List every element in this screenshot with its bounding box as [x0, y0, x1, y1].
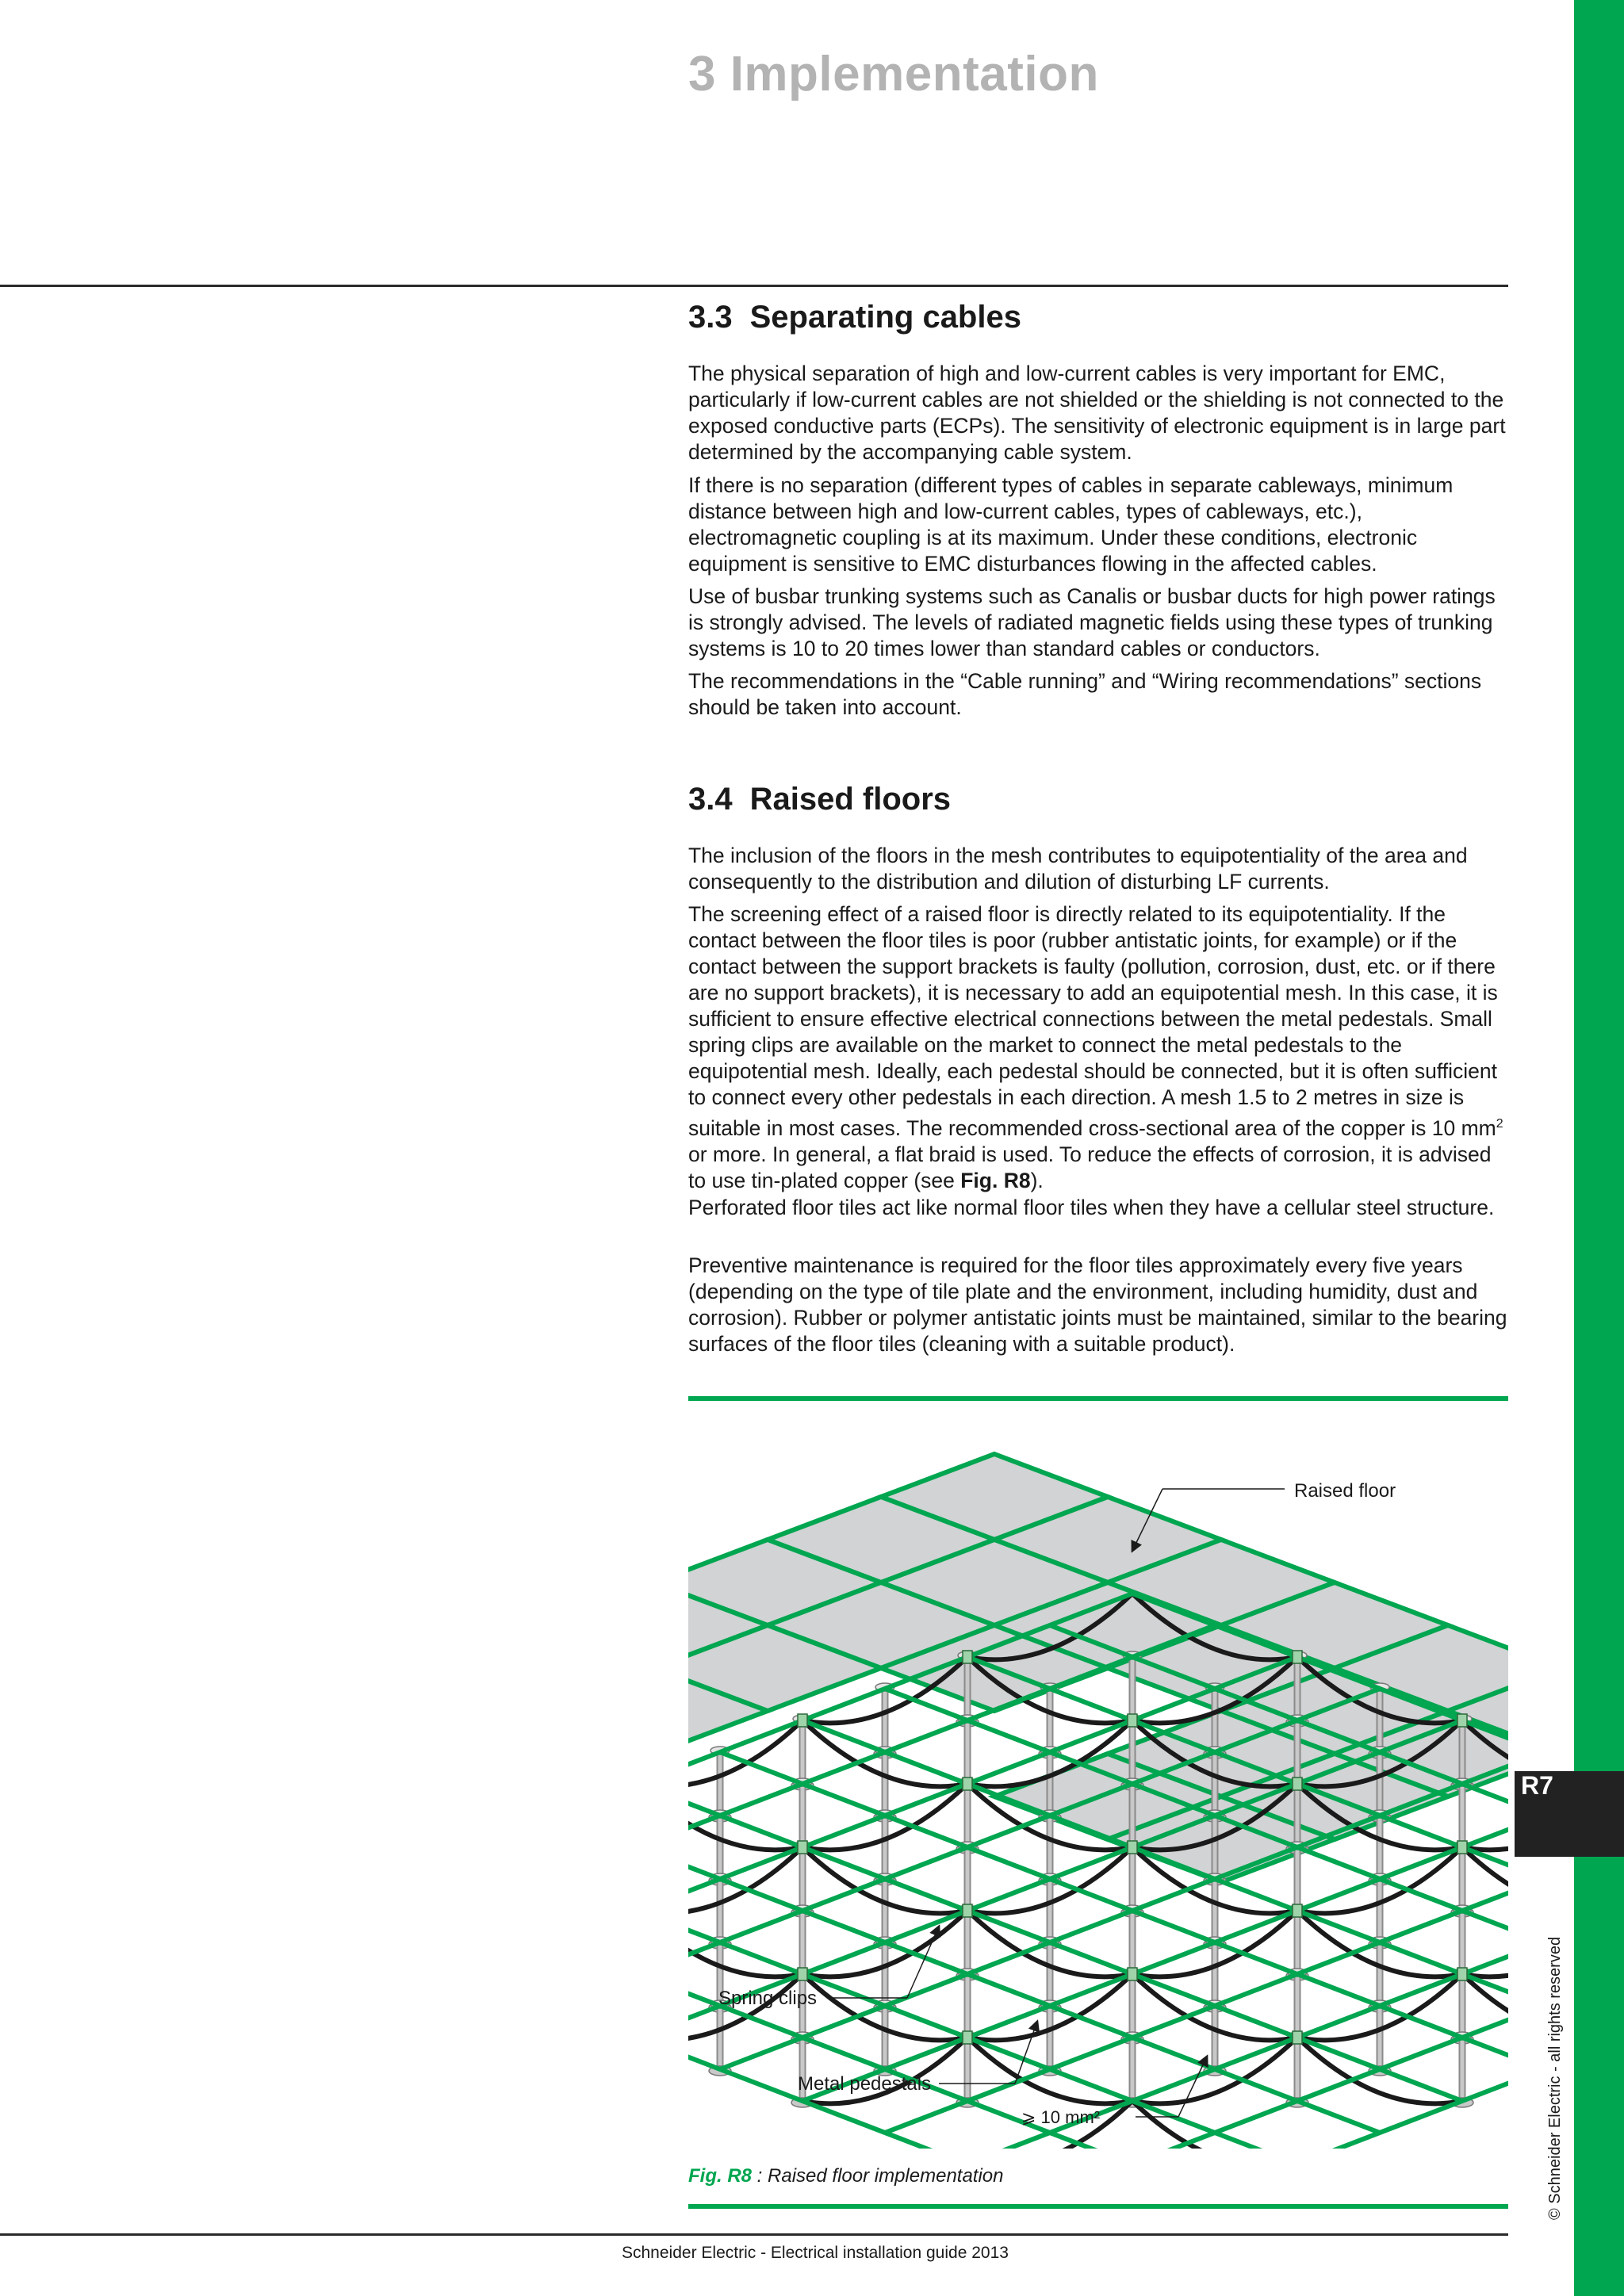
bottom-rule: [0, 2233, 1508, 2236]
page-tab: [1515, 1771, 1624, 1857]
paragraph-text: ).: [1030, 1168, 1044, 1192]
paragraph-text: or more. In general, a flat braid is used. To reduce the effects of corrosion, it is advised to use tin-plated copper (see: [688, 1142, 1492, 1192]
chapter-title: 3 Implementation: [688, 47, 1099, 101]
spring-clip: [1457, 1968, 1467, 1980]
spring-clip: [963, 1777, 972, 1790]
figure-caption: [688, 2165, 1004, 2187]
spring-clip: [798, 1714, 807, 1727]
copyright-notice: © Schneider Electric - all rights reserved: [1546, 1936, 1564, 2220]
paragraph: The recommendations in the “Cable running” and “Wiring recommendations” sections should be taken into account.: [688, 669, 1482, 719]
paragraph: [688, 901, 1513, 1194]
section-number: 3.3: [688, 300, 733, 335]
figure-caption-text: : Raised floor implementation: [752, 2165, 1004, 2187]
paragraph-text: The screening effect of a raised floor is directly related to its equipotentiality. If the contact between the floor tiles is poor (rubber antistatic joints, for example) or if the contact between the support brackets is faulty (pollution, corrosion, dust, etc. or if there are no support brackets), it is necessary to add an equipotential mesh. In this case, it is sufficient to ensure effective electrical connections between the metal pedestals. Small spring clips are available on the market to connect the metal pedestals to the equipotential mesh. Ideally, each pedestal should be connected, but it is often sufficient to connect every other pedestals in each direction. A mesh 1.5 to 2 metres in size is suitable in most cases. The recommended cross-sectional area of the copper is 10 mm: [688, 902, 1498, 1140]
raised-floor-figure: [688, 1451, 1508, 2149]
spring-clip: [1128, 1841, 1137, 1854]
paragraph: The inclusion of the floors in the mesh contributes to equipotentiality of the area and consequently to the distribution and dilution of disturbing LF currents.: [688, 844, 1468, 894]
spring-clip: [798, 1968, 807, 1980]
section-number: 3.4: [688, 782, 733, 817]
figure-reference[interactable]: Fig. R8: [960, 1168, 1031, 1192]
superscript: 2: [1496, 1117, 1503, 1131]
label-metal-pedestals: Metal pedestals: [798, 2073, 932, 2095]
paragraph: Use of busbar trunking systems such as Canalis or busbar ducts for high power ratings is strongly advised. The levels of radiated magnetic fields using these types of trunking systems is 10 to 20 times lower than standard cables or conductors.: [688, 584, 1496, 660]
spring-clip: [1128, 1968, 1137, 1980]
spring-clip: [963, 1904, 972, 1917]
section-heading-separating-cables: [688, 300, 1021, 335]
figure-top-rule: [688, 1396, 1508, 1401]
raised-floor-illustration: [688, 1451, 1508, 2149]
page-tab-label: R7: [1521, 1771, 1553, 1800]
spring-clip: [798, 1841, 807, 1854]
figure-bottom-rule: [688, 2204, 1508, 2209]
section-title: Separating cables: [749, 300, 1021, 335]
section-heading-raised-floors: [688, 782, 951, 817]
spring-clip: [963, 1651, 972, 1663]
top-rule: [0, 285, 1508, 287]
spring-clip: [1293, 1904, 1302, 1917]
spring-clip: [1457, 1714, 1467, 1727]
section-title: Raised floors: [749, 782, 952, 817]
green-side-bar: [1574, 0, 1624, 2296]
label-cross-section: ⩾ 10 mm²: [1021, 2107, 1101, 2127]
figure-caption-label: Fig. R8: [688, 2165, 753, 2187]
spring-clip: [1128, 1714, 1137, 1727]
spring-clip: [1457, 1841, 1467, 1854]
label-spring-clips: Spring clips: [718, 1988, 818, 2009]
paragraph: If there is no separation (different types of cables in separate cableways, minimum distance between high and low-current cables, types of cableways, etc.), electromagnetic coupling is at its maximum. Under these conditions, electronic equipment is sensitive to EMC disturbances flowing in the affected cables.: [688, 473, 1454, 576]
paragraph: The physical separation of high and low-current cables is very important for EMC, particularly if low-current cables are not shielded or the shielding is not connected to the exposed conductive parts (ECPs). The sensitivity of electronic equipment is in large part determined by the accompanying cable system.: [688, 362, 1506, 464]
footer-text: Schneider Electric - Electrical installation guide 2013: [622, 2244, 1009, 2262]
spring-clip: [1293, 1651, 1302, 1663]
label-raised-floor: Raised floor: [1294, 1480, 1396, 1502]
spring-clip: [1293, 2031, 1302, 2044]
spring-clip: [963, 2031, 972, 2044]
paragraph: Perforated floor tiles act like normal floor tiles when they have a cellular steel structure.: [688, 1196, 1495, 1219]
spring-clip: [1293, 1777, 1302, 1790]
paragraph: Preventive maintenance is required for the floor tiles approximately every five years (depending on the type of tile plate and the environment, including humidity, dust and corrosion). Rubber or polymer antistatic joints must be maintained, similar to the bearing surfaces of the floor tiles (cleaning with a suitable product).: [688, 1253, 1507, 1356]
